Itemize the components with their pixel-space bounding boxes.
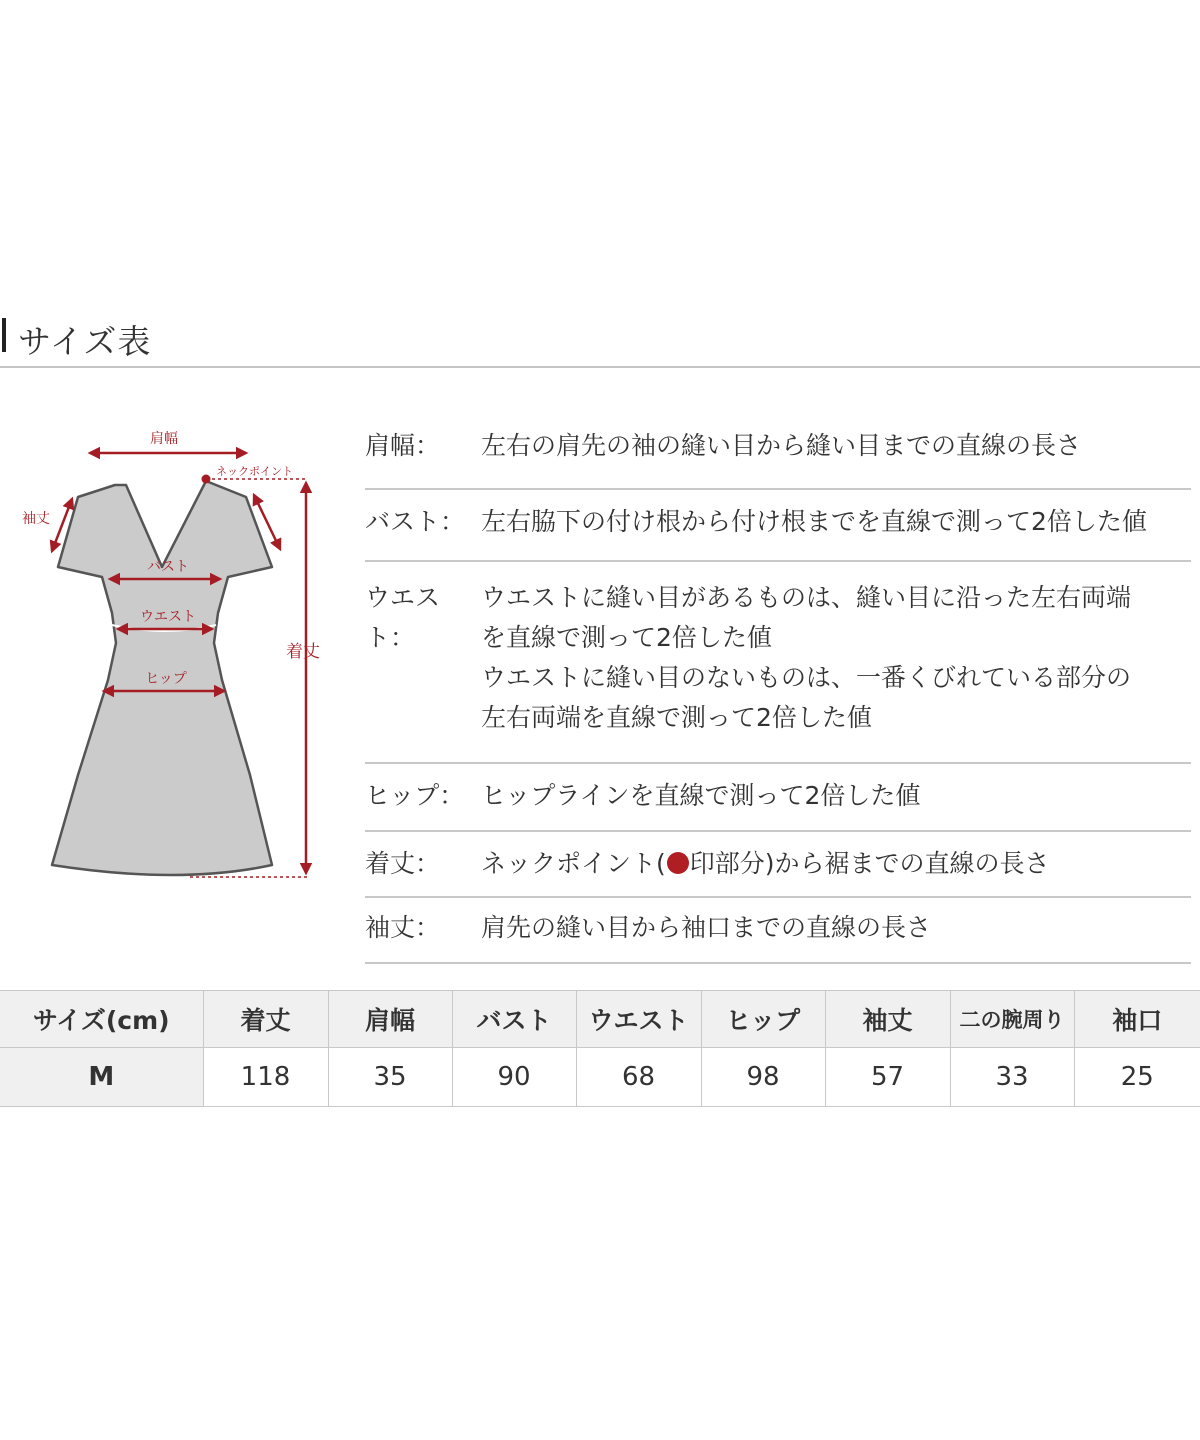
definition-description xyxy=(481,908,1191,962)
section-header xyxy=(0,310,1200,368)
table-header-row xyxy=(0,991,1200,1048)
table-cell: 118 xyxy=(203,1048,328,1107)
column-header: 着丈 xyxy=(203,991,328,1048)
definition-description xyxy=(481,578,1191,762)
table-cell: 25 xyxy=(1074,1048,1200,1107)
size-table xyxy=(0,990,1200,1107)
waist-label: ウエスト xyxy=(140,609,196,625)
definition-row-bust xyxy=(365,490,1191,562)
definition-row-length xyxy=(365,832,1191,898)
definitions-list xyxy=(365,418,1191,964)
definition-line: 左右脇下の付け根から付け根までを直線で測って2倍した値 xyxy=(481,507,1147,536)
neck-point-label: ネックポイント xyxy=(216,465,293,478)
column-header: 袖口 xyxy=(1074,991,1200,1048)
table-cell: 57 xyxy=(825,1048,950,1107)
definition-line: 左右の肩先の袖の縫い目から縫い目までの直線の長さ xyxy=(481,431,1082,460)
definition-row-sleeve xyxy=(365,898,1191,964)
neck-point-dot-icon xyxy=(667,852,689,874)
definition-term: バスト： xyxy=(365,507,466,536)
dress-diagram xyxy=(10,415,340,895)
definition-term: ウエスト： xyxy=(365,583,441,652)
definition-description xyxy=(481,502,1191,560)
definition-term: 着丈： xyxy=(365,849,441,878)
table-cell: 98 xyxy=(701,1048,825,1107)
column-header: 二の腕周り xyxy=(950,991,1074,1048)
table-cell: 35 xyxy=(328,1048,452,1107)
column-header: バスト xyxy=(452,991,576,1048)
definition-line: ウエストに縫い目があるものは、縫い目に沿った左右両端 xyxy=(481,583,1132,612)
header-divider xyxy=(0,366,1200,368)
definition-row-shoulder xyxy=(365,418,1191,490)
column-header: ヒップ xyxy=(701,991,825,1048)
column-header: 肩幅 xyxy=(328,991,452,1048)
header-bar xyxy=(2,318,6,352)
definition-row-hip xyxy=(365,764,1191,832)
definition-line: を直線で測って2倍した値 xyxy=(481,623,772,652)
definition-term: 袖丈： xyxy=(365,913,441,942)
definition-description xyxy=(481,844,1191,896)
hip-label: ヒップ xyxy=(145,671,187,687)
definition-line: ウエストに縫い目のないものは、一番くびれている部分の xyxy=(481,663,1132,692)
definition-text: ネックポイント( xyxy=(481,849,666,878)
column-header: 袖丈 xyxy=(825,991,950,1048)
bust-label: バスト xyxy=(147,559,189,575)
table-cell: 68 xyxy=(576,1048,701,1107)
definition-line xyxy=(481,844,1191,884)
shoulder-label: 肩幅 xyxy=(150,431,178,447)
definition-term: ヒップ： xyxy=(365,781,465,810)
length-label: 着丈 xyxy=(286,642,320,662)
definition-term: 肩幅： xyxy=(365,431,441,460)
table-cell-size: M xyxy=(0,1048,203,1107)
table-cell: 33 xyxy=(950,1048,1074,1107)
column-header: サイズ(cm) xyxy=(0,991,203,1048)
definition-description xyxy=(481,426,1191,488)
definition-text: 印部分)から裾までの直線の長さ xyxy=(689,849,1050,878)
definition-description xyxy=(481,776,1191,830)
definition-line: ヒップラインを直線で測って2倍した値 xyxy=(481,781,921,810)
column-header: ウエスト xyxy=(576,991,701,1048)
definition-line: 左右両端を直線で測って2倍した値 xyxy=(481,703,872,732)
page-title: サイズ表 xyxy=(18,322,152,361)
definition-row-waist xyxy=(365,562,1191,764)
definition-line: 肩先の縫い目から袖口までの直線の長さ xyxy=(481,913,932,942)
table-row xyxy=(0,1048,1200,1107)
table-cell: 90 xyxy=(452,1048,576,1107)
sleeve-label: 袖丈 xyxy=(22,511,50,527)
